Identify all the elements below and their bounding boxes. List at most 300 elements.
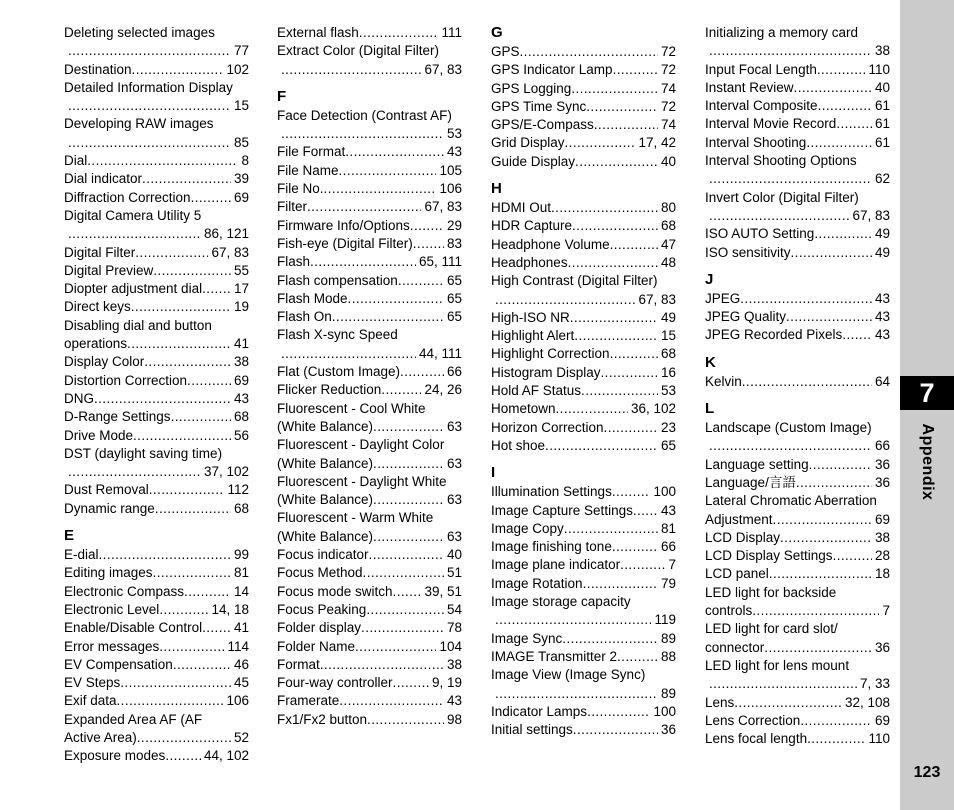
index-entry (64, 500, 249, 518)
dot-leader (573, 721, 658, 739)
dot-leader (381, 381, 421, 399)
dot-leader (400, 363, 444, 381)
entry-page-ref: 38 (874, 529, 890, 545)
entry-term: LED light for card slot/ (705, 621, 838, 637)
entry-page-ref: 43 (874, 327, 890, 343)
dot-leader (574, 327, 658, 345)
index-entry (705, 657, 890, 675)
index-entry (491, 502, 676, 520)
entry-page-ref: 23 (660, 419, 676, 435)
index-entry (705, 42, 890, 60)
entry-page-ref: 7 (668, 557, 676, 573)
index-entry (705, 529, 890, 547)
dot-leader (794, 79, 872, 97)
entry-term: Deleting selected images (64, 25, 215, 40)
entry-page-ref: 88 (660, 648, 676, 664)
dot-leader (202, 619, 231, 637)
entry-term: (White Balance) (277, 528, 374, 544)
entry-term: Flicker Reduction (277, 382, 382, 398)
entry-page-ref: 104 (439, 638, 462, 654)
entry-term: Image plane indicator (491, 557, 621, 573)
entry-term: GPS/E-Compass (491, 117, 594, 133)
entry-term: Exposure modes (64, 748, 166, 764)
index-entry (64, 463, 249, 481)
index-entry (277, 162, 462, 180)
dot-leader (173, 656, 231, 674)
entry-term: HDMI Out (491, 200, 552, 216)
index-letter-heading: K (705, 353, 716, 371)
dot-leader (545, 437, 658, 455)
index-entry (277, 217, 462, 235)
index-entry (705, 61, 890, 79)
index-entry (277, 42, 462, 60)
entry-page-ref: 38 (446, 656, 462, 672)
entry-page-ref: 65 (446, 272, 462, 288)
entry-page-ref: 66 (446, 364, 462, 380)
dot-leader (742, 373, 872, 391)
index-entry (491, 43, 676, 61)
entry-page-ref: 45 (233, 675, 249, 691)
index-entry (64, 79, 249, 97)
dot-leader (604, 419, 658, 437)
dot-leader (373, 418, 444, 436)
entry-term: LED light for lens mount (705, 657, 850, 673)
index-entry (491, 345, 676, 363)
index-entry (277, 638, 462, 656)
entry-term: Flash On (277, 309, 332, 325)
index-entry (64, 711, 249, 729)
index-entry (705, 511, 890, 529)
entry-term: GPS (491, 44, 520, 59)
dot-leader (601, 364, 658, 382)
index-entry (64, 225, 249, 243)
index-entry (277, 436, 462, 454)
dot-leader (613, 61, 658, 79)
entry-page-ref: 89 (660, 685, 676, 701)
index-entry (705, 712, 890, 730)
dot-leader (202, 280, 231, 298)
entry-term: GPS Time Sync (491, 98, 587, 114)
entry-page-ref: 68 (660, 346, 676, 362)
entry-term: Hometown (491, 401, 556, 417)
entry-term: Focus Method (277, 565, 363, 581)
entry-term: Digital Camera Utility 5 (64, 207, 202, 223)
index-entry (705, 620, 890, 638)
dot-leader (137, 729, 231, 747)
index-entry (491, 721, 676, 739)
index-entry (64, 583, 249, 601)
dot-leader (159, 638, 224, 656)
index-column-3 (491, 24, 676, 739)
entry-term: Active Area) (64, 729, 137, 745)
entry-term: Headphone Volume (491, 236, 610, 252)
entry-term: DST (daylight saving time) (64, 445, 223, 461)
entry-page-ref: 61 (874, 116, 890, 132)
dot-leader (87, 152, 238, 170)
entry-term: High-ISO NR (491, 309, 570, 325)
index-entry (64, 24, 249, 42)
dot-leader (809, 456, 872, 474)
entry-term: High Contrast (Digital Filter) (491, 273, 658, 289)
entry-page-ref: 36 (874, 456, 890, 472)
index-entry (64, 189, 249, 207)
entry-term: Image finishing tone (491, 539, 612, 555)
entry-page-ref: 38 (233, 354, 249, 370)
index-entry (277, 272, 462, 290)
entry-term: Fluorescent - Warm White (277, 510, 434, 526)
dot-leader (281, 345, 416, 363)
index-entry (64, 170, 249, 188)
index-entry (277, 253, 462, 271)
index-letter-heading: H (491, 180, 502, 198)
entry-page-ref: 69 (874, 511, 890, 527)
entry-term: Enable/Disable Control (64, 620, 203, 636)
entry-term: ISO sensitivity (705, 244, 791, 260)
entry-term: Image View (Image Sync) (491, 667, 646, 683)
entry-page-ref: 8 (241, 153, 249, 169)
entry-term: Lens (705, 694, 735, 710)
index-entry (277, 180, 462, 198)
entry-term: Flash X-sync Speed (277, 327, 398, 343)
entry-page-ref: 67, 83 (424, 61, 462, 77)
chapter-sidebar (900, 0, 954, 810)
dot-leader (786, 308, 872, 326)
dot-leader (393, 674, 429, 692)
dot-leader (320, 656, 444, 674)
index-entry (64, 619, 249, 637)
index-entry (491, 134, 676, 152)
dot-leader (836, 115, 872, 133)
entry-term: EV Compensation (64, 656, 173, 672)
index-entry (64, 97, 249, 115)
dot-leader (612, 538, 658, 556)
dot-leader (393, 583, 422, 601)
entry-term: Flash Mode (277, 290, 348, 306)
index-entry (705, 152, 890, 170)
entry-term: Format (277, 656, 320, 672)
entry-term: Initializing a memory card (705, 25, 859, 40)
entry-term: IMAGE Transmitter 2 (491, 648, 618, 664)
entry-page-ref: 65 (660, 437, 676, 453)
dot-leader (345, 143, 444, 161)
chapter-number: 7 (900, 376, 954, 410)
dot-leader (791, 244, 872, 262)
dot-leader (68, 463, 201, 481)
entry-term: operations (64, 336, 128, 352)
entry-term: Direct keys (64, 299, 131, 315)
entry-term: LCD Display (705, 529, 781, 545)
entry-term: Distortion Correction (64, 372, 188, 388)
entry-term: Fluorescent - Cool White (277, 400, 426, 416)
entry-page-ref: 102 (226, 61, 249, 77)
dot-leader (818, 97, 872, 115)
index-entry (277, 473, 462, 491)
entry-term: Focus indicator (277, 547, 369, 563)
entry-page-ref: 66 (660, 539, 676, 555)
entry-term: Image Rotation (491, 575, 583, 591)
entry-page-ref: 66 (874, 438, 890, 454)
entry-page-ref: 69 (233, 372, 249, 388)
entry-page-ref: 43 (446, 693, 462, 709)
entry-term: Exif data (64, 693, 117, 709)
dot-leader (520, 43, 658, 61)
dot-leader (398, 272, 444, 290)
dot-leader (367, 711, 444, 729)
entry-term: Dial (64, 153, 88, 169)
dot-leader (187, 372, 231, 390)
entry-page-ref: 80 (660, 200, 676, 216)
entry-term: Histogram Display (491, 364, 601, 380)
entry-term: Firmware Info/Options (277, 217, 410, 233)
dot-leader (99, 546, 231, 564)
dot-leader (633, 502, 658, 520)
entry-term: Flash compensation (277, 272, 398, 288)
dot-leader (583, 575, 658, 593)
entry-page-ref: 119 (654, 612, 676, 628)
entry-term: controls (705, 603, 753, 619)
entry-page-ref: 14 (233, 583, 249, 599)
index-entry (277, 24, 462, 42)
index-entry (64, 134, 249, 152)
index-column-1 (64, 24, 249, 766)
dot-leader (363, 564, 444, 582)
entry-term: Face Detection (Contrast AF) (277, 107, 452, 123)
dot-leader (568, 254, 658, 272)
index-entry (277, 528, 462, 546)
index-entry (277, 125, 462, 143)
index-entry (277, 363, 462, 381)
entry-term: Extract Color (Digital Filter) (277, 43, 440, 59)
entry-page-ref: 67, 83 (211, 244, 249, 260)
entry-page-ref: 67, 83 (424, 199, 462, 215)
dot-leader (773, 511, 872, 529)
entry-page-ref: 28 (874, 548, 890, 564)
entry-page-ref: 47 (660, 236, 676, 252)
dot-leader (709, 437, 872, 455)
index-entry (64, 656, 249, 674)
index-letter-heading: J (705, 270, 714, 288)
entry-page-ref: 79 (660, 575, 676, 591)
index-entry (277, 107, 462, 125)
index-entry (705, 326, 890, 344)
dot-leader (68, 97, 231, 115)
index-entry (64, 353, 249, 371)
entry-page-ref: 83 (446, 235, 462, 251)
entry-page-ref: 49 (660, 309, 676, 325)
index-entry (64, 335, 249, 353)
entry-term: Image storage capacity (491, 594, 631, 610)
dot-leader (132, 61, 224, 79)
index-entry (277, 656, 462, 674)
entry-page-ref: 17, 42 (638, 135, 676, 151)
entry-page-ref: 86, 121 (203, 226, 249, 242)
index-entry (705, 675, 890, 693)
entry-term: Filter (277, 199, 307, 215)
index-entry (705, 97, 890, 115)
entry-page-ref: 64 (874, 373, 890, 389)
entry-term: Destination (64, 61, 132, 77)
index-entry (64, 390, 249, 408)
entry-term: Focus Peaking (277, 601, 367, 617)
index-entry (491, 364, 676, 382)
dot-leader (709, 170, 872, 188)
index-entry (491, 630, 676, 648)
entry-term: Folder Name (277, 638, 356, 654)
dot-leader (572, 217, 658, 235)
entry-term: EV Steps (64, 675, 121, 691)
entry-page-ref: 68 (660, 218, 676, 234)
index-entry (277, 381, 462, 399)
entry-page-ref: 40 (446, 547, 462, 563)
entry-page-ref: 78 (446, 620, 462, 636)
index-entry (277, 491, 462, 509)
index-entry (705, 24, 890, 42)
dot-leader (495, 685, 658, 703)
index-entry (705, 584, 890, 602)
entry-term: Diopter adjustment dial (64, 281, 203, 297)
dot-leader (709, 675, 857, 693)
entry-page-ref: 15 (660, 328, 676, 344)
index-entry (491, 611, 676, 629)
index-entry (705, 170, 890, 188)
entry-term: HDR Capture (491, 218, 573, 234)
index-entry (705, 244, 890, 262)
dot-leader (709, 42, 872, 60)
entry-term: GPS Indicator Lamp (491, 62, 613, 78)
dot-leader (571, 80, 658, 98)
index-entry (705, 639, 890, 657)
entry-page-ref: 36 (874, 474, 890, 490)
dot-leader (586, 98, 658, 116)
dot-leader (142, 170, 231, 188)
entry-term: Image Copy (491, 520, 564, 536)
entry-page-ref: 43 (874, 309, 890, 325)
index-entry (64, 427, 249, 445)
dot-leader (769, 565, 872, 583)
entry-page-ref: 100 (653, 703, 676, 719)
index-entry (491, 309, 676, 327)
index-entry (64, 207, 249, 225)
entry-term: Electronic Level (64, 601, 160, 617)
index-entry (64, 152, 249, 170)
dot-leader (281, 61, 421, 79)
entry-page-ref: 36 (874, 639, 890, 655)
index-entry (64, 674, 249, 692)
index-entry (64, 372, 249, 390)
entry-page-ref: 81 (660, 520, 676, 536)
entry-page-ref: 40 (874, 79, 890, 95)
entry-page-ref: 52 (233, 729, 249, 745)
entry-page-ref: 72 (660, 98, 676, 114)
index-entry (64, 729, 249, 747)
section-label: Appendix (919, 423, 936, 501)
index-column-4 (705, 24, 890, 748)
index-entry (705, 694, 890, 712)
entry-page-ref: 77 (233, 43, 249, 59)
entry-term: Focus mode switch (277, 583, 393, 599)
index-entry (705, 290, 890, 308)
index-entry (277, 61, 462, 79)
index-entry (277, 345, 462, 363)
index-entry (64, 692, 249, 710)
entry-term: Interval Composite (705, 98, 818, 114)
entry-page-ref: 65, 111 (418, 254, 462, 270)
index-entry (705, 437, 890, 455)
index-entry (705, 730, 890, 748)
index-entry (277, 564, 462, 582)
index-entry (491, 80, 676, 98)
entry-page-ref: 17 (233, 281, 249, 297)
dot-leader (133, 427, 231, 445)
index-entry (491, 703, 676, 721)
dot-leader (551, 199, 658, 217)
entry-term: DNG (64, 390, 94, 406)
entry-page-ref: 36 (660, 722, 676, 738)
dot-leader (153, 262, 231, 280)
entry-page-ref: 106 (226, 693, 249, 709)
dot-leader (144, 353, 231, 371)
dot-leader (562, 630, 658, 648)
entry-term: LED light for backside (705, 584, 837, 600)
index-entry (705, 225, 890, 243)
index-entry (491, 236, 676, 254)
dot-leader (842, 326, 872, 344)
entry-page-ref: 29 (446, 217, 462, 233)
dot-leader (709, 207, 849, 225)
dot-leader (373, 528, 444, 546)
dot-leader (135, 244, 208, 262)
entry-page-ref: 69 (874, 712, 890, 728)
index-entry (64, 280, 249, 298)
index-entry (705, 565, 890, 583)
dot-leader (153, 564, 231, 582)
dot-leader (610, 345, 658, 363)
entry-term: Lateral Chromatic Aberration (705, 493, 877, 509)
dot-leader (752, 602, 879, 620)
index-entry (491, 327, 676, 345)
entry-page-ref: 7, 33 (859, 676, 890, 692)
index-entry (491, 116, 676, 134)
dot-leader (410, 217, 444, 235)
index-letter-heading: L (705, 400, 715, 418)
dot-leader (764, 639, 872, 657)
index-entry (491, 419, 676, 437)
dot-leader (68, 42, 231, 60)
entry-term: External flash (277, 25, 359, 40)
index-entry (64, 564, 249, 582)
entry-page-ref: 100 (653, 484, 676, 500)
entry-page-ref: 98 (446, 711, 462, 727)
entry-page-ref: 72 (660, 44, 676, 59)
entry-term: D-Range Settings (64, 409, 171, 425)
entry-term: Indicator Lamps (491, 703, 588, 719)
entry-term: Expanded Area AF (AF (64, 711, 203, 727)
entry-term: ISO AUTO Setting (705, 226, 815, 242)
entry-term: Fish-eye (Digital Filter) (277, 235, 413, 251)
entry-page-ref: 41 (233, 336, 249, 352)
entry-page-ref: 63 (446, 528, 462, 544)
entry-page-ref: 110 (868, 61, 890, 77)
entry-page-ref: 65 (446, 309, 462, 325)
index-entry (491, 556, 676, 574)
entry-page-ref: 99 (233, 547, 249, 563)
entry-page-ref: 112 (227, 482, 249, 498)
entry-term: Highlight Correction (491, 346, 610, 362)
entry-term: Fx1/Fx2 button (277, 711, 368, 727)
index-entry (491, 437, 676, 455)
entry-page-ref: 51 (446, 565, 462, 581)
entry-term: Digital Filter (64, 244, 136, 260)
